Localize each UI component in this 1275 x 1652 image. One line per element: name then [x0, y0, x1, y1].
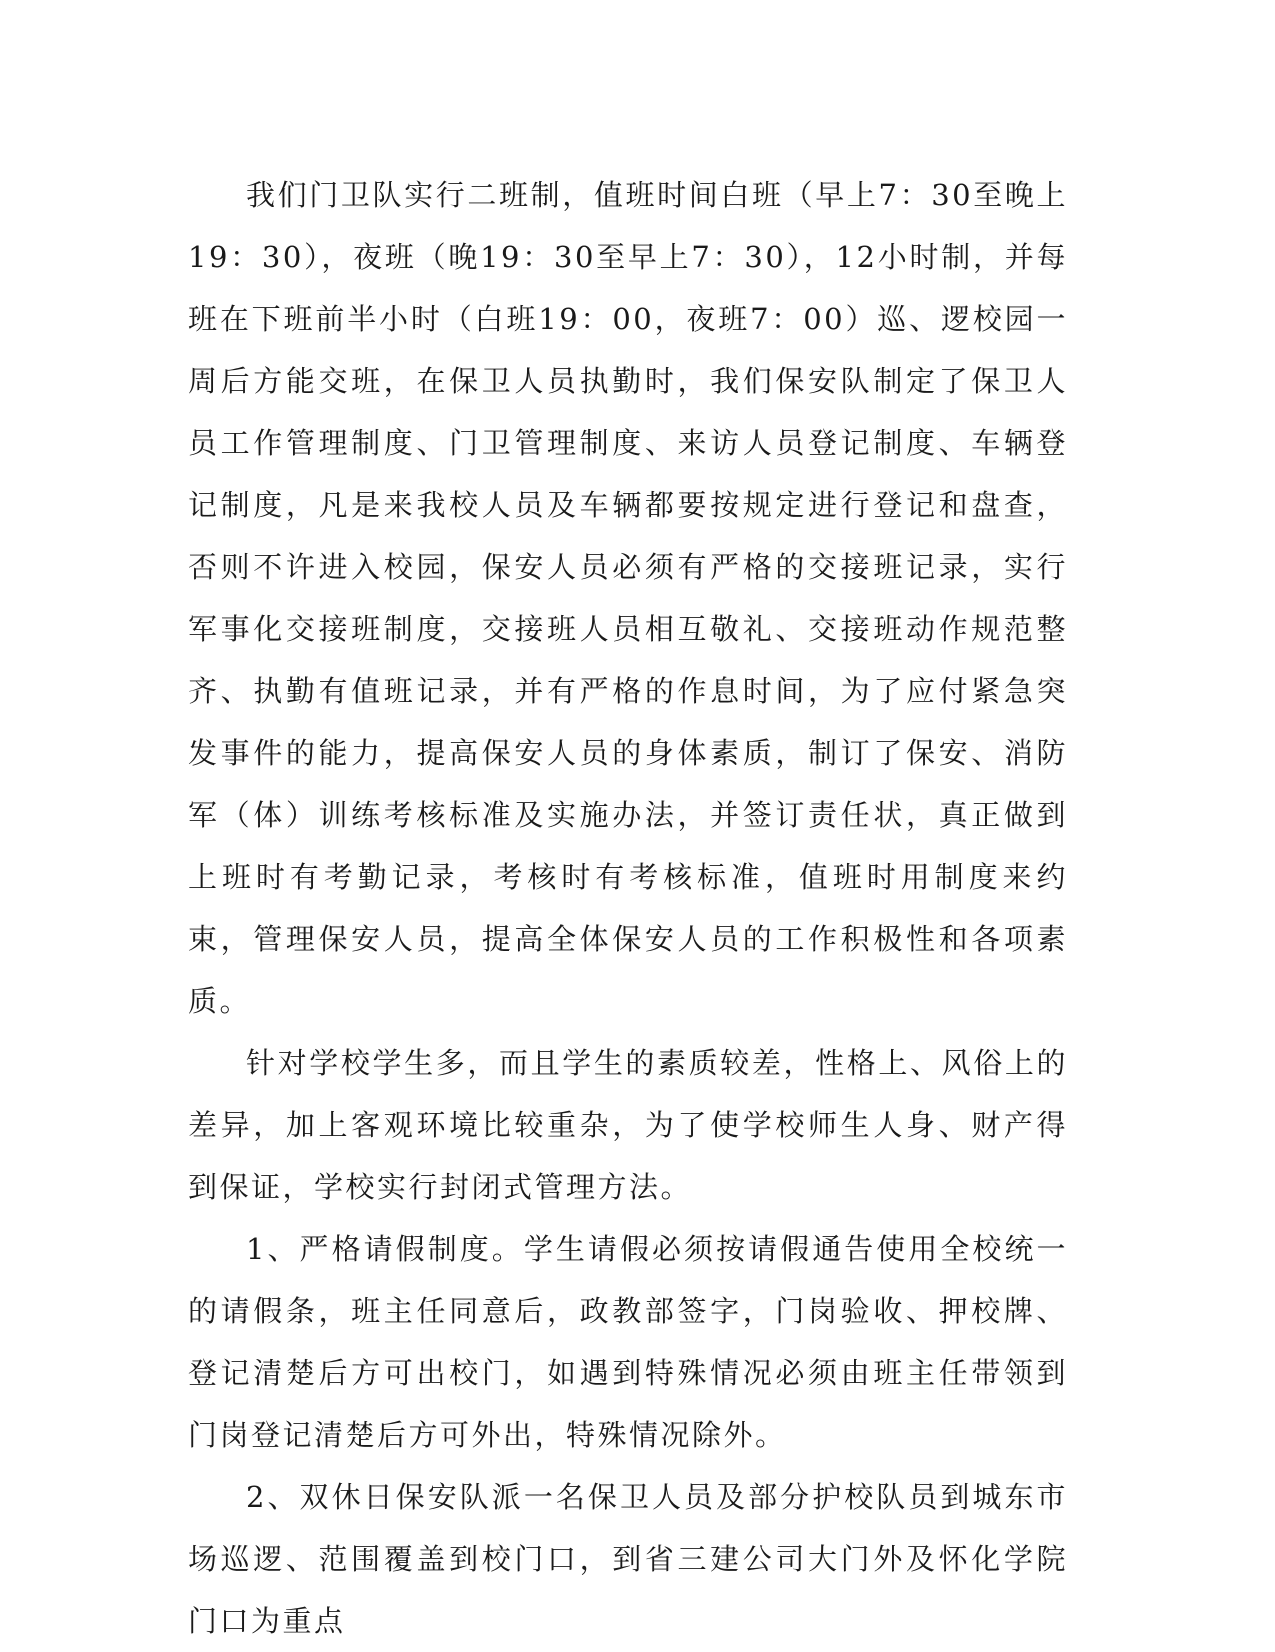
paragraph-weekend-patrol: 2、双休日保安队派一名保卫人员及部分护校队员到城东市场巡逻、范围覆盖到校门口，到省三建公司大门外及怀化学院门口为重点 [188, 1480, 1068, 1638]
paragraph-leave-system: 1、严格请假制度。学生请假必须按请假通告使用全校统一的请假条，班主任同意后，政教部签字，门岗验收、押校牌、登记清楚后方可出校门，如遇到特殊情况必须由班主任带领到门岗登记清楚后方可外出，特殊情况除外。 [188, 1232, 1068, 1452]
paragraph-shift-system: 我们门卫队实行二班制，值班时间白班（早上7：30至晚上19：30），夜班（晚19：30至早上7：30），12小时制，并每班在下班前半小时（白班19：00，夜班7：00）巡、逻校园一周后方能交班，在保卫人员执勤时，我们保安队制定了保卫人员工作管理制度、门卫管理制度、来访人员登记制度、车辆登记制度，凡是来我校人员及车辆都要按规定进行登记和盘查，否则不许进入校园，保安人员必须有严格的交接班记录，实行军事化交接班制度，交接班人员相互敬礼、交接班动作规范整齐、执勤有值班记录，并有严格的作息时间，为了应付紧急突发事件的能力，提高保安人员的身体素质，制订了保安、消防军（体）训练考核标准及实施办法，并签订责任状，真正做到上班时有考勤记录，考核时有考核标准，值班时用制度来约束，管理保安人员，提高全体保安人员的工作积极性和各项素质。 [188, 178, 1068, 1018]
document-body [188, 164, 1068, 1652]
paragraph-closed-management: 针对学校学生多，而且学生的素质较差，性格上、风俗上的差异，加上客观环境比较重杂，为了使学校师生人身、财产得到保证，学校实行封闭式管理方法。 [188, 1046, 1068, 1204]
